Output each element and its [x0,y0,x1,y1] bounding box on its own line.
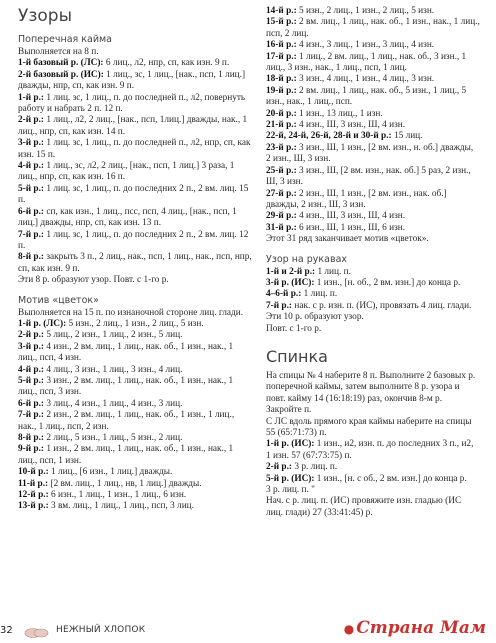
motif-row [18,501,254,512]
back-row [266,462,480,473]
back-outro: Нач. с р. лиц. п. (ИС) провяжите изн. гладью (ИС лиц. глади) 27 (33:41:45) р. [266,496,462,518]
border-row [18,115,254,138]
border-row-text: 6 лиц., л2, нпр, сп, как изн. 9 п. [103,58,230,69]
motif-row-label: 21-й р.: [266,120,297,131]
motif-row-label: 5-й р.: [18,375,45,386]
sleeve-row-text: 1 лиц. п. [301,289,338,300]
magazine-name: НЕЖНЫЙ ХЛОПОК [56,625,146,635]
motif-row [18,467,254,478]
motif-row [266,189,480,212]
watermark-dot-icon: ● [343,622,355,636]
motif-row-label: 31-й р.: [266,222,297,233]
motif-row-text: [2 вм. лиц., 1 лиц., нв, 1 лиц.] дважды. [48,478,202,489]
border-row [18,252,254,275]
motif-row-label: 11-й р.: [18,478,49,489]
motif-row-text: 3 изн., Ш, [2 вм. изн., нак. об.] 5 раз, 2 изн., Ш, 3 изн. [266,165,471,188]
back-rows [266,439,480,496]
sleeve-row [266,289,480,300]
motif-row-text: 3 изн., 2 вм. лиц., 1 лиц., нак. об., 1 изн., нак., 1 лиц., псп, 3 изн. [18,375,234,398]
border-row-label: 1-й базовый р. (ЛС): [18,58,104,69]
motif-row [18,410,254,433]
motif-row-label: 22-й, 24-й, 26-й, 28-й и 30-й р.: [266,131,392,142]
motif-row [18,376,254,399]
motif-row-label: 12-й р.: [18,490,49,501]
motif-row-label: 4-й р.: [18,364,45,375]
border-row [18,70,254,93]
border-row [18,93,254,116]
border-row-label: 8-й р.: [18,252,45,263]
motif-row [266,109,480,120]
border-row [18,230,254,253]
motif-row-label: 15-й р.: [266,17,297,28]
border-row-label: 3-й р.: [18,138,45,149]
motif-rows-continued [266,6,480,234]
motif-row-text: 1 изн., 13 лиц., 1 изн. [296,108,383,119]
motif-row-text: 4 изн., 2 вм. лиц., 1 лиц., нак. об., 1 изн., нак., 1 лиц., псп, 4 изн. [18,341,234,364]
motif-row-text: 2 вм. лиц., 1 лиц., нак. об., 5 изн., 1 лиц., 5 изн., нак., 1 лиц., псп. [266,85,467,108]
motif-row-label: 3-й р.: [18,341,45,352]
motif-row [266,74,480,85]
border-pattern-title: Поперечная кайма [18,34,112,45]
back-row [266,485,480,496]
motif-row [18,479,254,490]
back-row-label: 2-й р.: [266,462,293,473]
motif-row [18,490,254,501]
motif-row-label: 29-й р.: [266,211,297,222]
back-row-label: 1-й р. (ИС): [266,439,315,450]
border-row-text: закрыть 3 п., 2 лиц., нак., псп, 1 лиц., нак., псп, нпр, сп, как изн. 9 п. [18,252,252,274]
sleeve-row-label: 4–6-й р.: [266,289,302,300]
border-row-label: 6-й р.: [18,206,45,217]
back-row-label: 5-й р. (ИС): [266,473,315,484]
border-row-text: 1 лиц. зс, 1 лиц., п. до последней п., л2, повернуть работу и набрать 2 п. 12 п. [18,92,246,115]
motif-row [18,444,254,467]
motif-row-label: 8-й р.: [18,433,45,443]
motif-row-label: 13-й р.: [18,501,49,512]
motif-row-label: 6-й р.: [18,398,45,409]
border-row [18,207,254,230]
motif-row [266,17,480,40]
motif-intro: Выполняется на 15 п. по изнаночной стороне лиц. глади. [18,307,244,318]
motif-row [18,399,254,410]
motif-row-text: 5 изн., 2 лиц., 1 изн., 2 лиц., 5 изн. [66,318,204,329]
motif-row [266,223,480,234]
motif-row [266,86,480,109]
sleeve-row-text: 1 лиц. п. [315,266,351,277]
motif-row-label: 9-й р.: [18,444,45,455]
motif-row [18,319,254,330]
border-row-text: 1 лиц., зс, 1 лиц., [нак., псп, 1 лиц.] дважды, нпр, сп, как изн. 9 п. [18,69,246,92]
motif-row [266,166,480,189]
border-row-text: 1 лиц., зс, л2, 2 лиц., [нак., псп, 1 лиц.] 3 раза, 1 лиц., нпр, сп, как изн. 16 п. [18,161,235,183]
motif-row-label: 16-й р.: [266,40,297,51]
border-row-label: 2-й р.: [18,115,45,126]
border-row-text: 1 лиц., л2, 2 лиц., [нак., псп, 1лиц.] дважды, нак., 1 лиц., нпр, сп, как изн. 14 п. [18,115,248,137]
watermark-text: Страна Мам [356,618,486,638]
back-row-text: 3 р. лиц. п. " [266,485,315,496]
motif-row-text: 3 лиц., 4 изн., 1 лиц., 4 изн., 3 лиц. [44,398,183,409]
motif-row-label: 2-й р.: [18,330,45,341]
motif-row [266,211,480,222]
motif-outro: Этот 31 ряд заканчивает мотив «цветок». [266,234,429,245]
motif-row-text: 1 изн., 2 вм. лиц., 1 лиц., нак. об., 1 изн., нак., 1 лиц., псп, 1 изн. [18,444,234,466]
border-pattern-rows [18,58,254,275]
sleeve-row-label: 7-й р.: [266,300,293,311]
motif-row [18,342,254,365]
motif-row-text: 2 изн., Ш, 1 изн., [2 вм. изн., нак. об.] дважды, 2 изн., Ш, 3 изн. [266,188,447,210]
motif-row-text: 3 изн., 4 лиц., 1 изн., 4 лиц., 3 изн. [296,74,435,85]
motif-row-text: 1 лиц., [6 изн., 1 лиц.] дважды. [48,467,173,478]
motif-row-label: 17-й р.: [266,51,297,62]
sleeve-row [266,301,480,312]
motif-row [266,52,480,75]
motif-row-text: 5 лиц., 2 изн., 1 лиц., 2 изн., 5 лиц. [44,330,183,341]
back-row [266,439,480,462]
sleeve-row-label: 3-й р. (ИС): [266,277,315,288]
border-row-label: 4-й р.: [18,161,45,172]
motif-row-text: 2 вм. лиц., 1 лиц., нак. об., 1 изн., нак., 1 лиц., псп, 2 лиц. [266,17,480,39]
back-intro: На спицы № 4 наберите 8 п. Выполните 2 базовых р. поперечной каймы, затем выполните 8 р. узора и повт. кайму 14 (16:18:19) раз, окончив 8-м р. Закройте п. [266,370,476,416]
motif-row-label: 10-й р.: [18,467,49,478]
border-row [18,138,254,161]
motif-row-text: 6 изн., 1 лиц., 1 изн., 1 лиц., 6 изн. [48,490,187,501]
sleeve-outro-1: Эти 10 р. образуют узор. [266,312,364,323]
motif-row-text: 1 лиц., 2 вм. лиц., 1 лиц., нак. об., 3 изн., 1 лиц., 3 изн., нак., 1 лиц., псп, 1 лиц. [266,51,467,74]
border-row-label: 7-й р.: [18,229,45,240]
border-row-label: 1-й р.: [18,92,45,103]
back-row-text: 1 изн., и2, изн. п. до последних 3 п., и2, 1 изн. 57 (67:73:75) п. [266,439,474,461]
border-outro: Эти 8 р. образуют узор. Повт. с 1-го р. [18,275,169,286]
motif-row-text: 5 изн., 2 лиц., 1 изн., 2 лиц., 5 изн. [296,6,435,16]
border-row-text: 1 лиц. зс, 1 лиц., п. до последней п., л2, нпр, сп, как изн. 15 п. [18,138,251,160]
page-footer [0,618,496,640]
sleeve-row-text: нак. с р. изн. п. (ИС), провязать 4 лиц. глади. [292,300,472,311]
motif-row [266,131,480,142]
motif-row-text: 4 изн., 3 лиц., 1 изн., 3 лиц., 4 изн. [296,40,435,51]
page-title: Узоры [18,6,73,26]
border-row-text: 1 лиц. зс, 1 лиц., п. до последних 2 п., 2 вм. лиц. 15 п. [18,183,249,206]
motif-row-text: 4 лиц., 3 изн., 1 лиц., 3 изн., 4 лиц. [44,364,183,375]
sleeve-row [266,267,480,278]
motif-row-label: 27-й р.: [266,188,297,199]
motif-row-text: 4 изн., Ш, 3 изн., Ш, 4 изн. [296,120,406,131]
sleeve-pattern-title: Узор на рукавах [266,253,348,265]
motif-row-label: 14-й р.: [266,6,297,16]
border-row-label: 2-й базовый р. (ИС): [18,69,104,80]
motif-row-text: 4 изн., Ш, 3 изн., Ш, 4 изн. [296,211,406,222]
motif-row-text: 3 изн., Ш, 1 изн., [2 вм. изн., н. об.] дважды, 2 изн., Ш, 3 изн. [266,142,474,165]
motif-row-label: 19-й р.: [266,85,297,96]
sleeve-outro-2: Повт. с 1-го р. [266,323,322,334]
motif-row-label: 23-й р.: [266,142,297,153]
border-row [18,58,254,69]
back-row-text: 1 изн., [н. с об., 2 вм. изн.] до конца р. [314,473,467,484]
motif-row [18,433,254,444]
motif-row [266,120,480,131]
sleeve-row [266,278,480,289]
motif-row [266,143,480,166]
motif-row [18,330,254,341]
motif-row-text: 15 лиц. [391,131,423,142]
motif-row [266,40,480,51]
page-number: 32 [0,625,13,636]
motif-row [18,365,254,376]
right-column [266,6,480,519]
back-section-title: Спинка [266,346,328,366]
motif-row-label: 18-й р.: [266,74,297,85]
motif-row-label: 25-й р.: [266,165,297,176]
sleeve-pattern-rows [266,267,480,313]
border-row-text: сп, как изн., 1 лиц., псс, псп, 4 лиц., [нак., псп, 1 лиц.] дважды, нпр, сп, как изн. 13 п. [18,206,237,229]
border-row [18,184,254,207]
yarn-ball-icon [24,625,50,637]
motif-row-text: 2 лиц., 5 изн., 1 лиц., 5 изн., 2 лиц. [44,433,183,443]
motif-row-text: 2 изн., 2 вм. лиц., 1 лиц., нак. об., 1 изн., 1 лиц., нак., 1 лиц., псп, 2 изн. [18,410,235,432]
motif-row-label: 7-й р.: [18,410,45,421]
motif-row-text: 6 изн., Ш, 1 изн., Ш, 6 изн. [296,222,406,233]
site-watermark [344,618,486,638]
border-row-text: 1 лиц. зс, 1 лиц., п. до последних 2 п., 2 вм. лиц. 12 п. [18,229,249,251]
back-row-text: 3 р. лиц. п. [292,462,338,473]
motif-title: Мотив «цветок» [18,294,99,306]
back-row [266,474,480,485]
border-intro: Выполняется на 8 п. [18,47,99,57]
back-intro-2: С ЛС вдоль прямого края каймы наберите на спицы 55 (65:71:73) п. [266,416,472,438]
motif-row-label: 20-й р.: [266,108,297,119]
sleeve-row-text: 1 изн., [н. об., 2 вм. изн.] до конца р. [314,277,461,288]
motif-rows [18,319,254,513]
sleeve-row-label: 1-й и 2-й р.: [266,266,316,277]
border-row-label: 5-й р.: [18,183,45,194]
left-column [18,6,254,513]
motif-row-label: 1-й р. (ЛС): [18,318,67,329]
border-row [18,161,254,184]
motif-row [266,6,480,17]
motif-row-text: 3 вм. лиц., 1 лиц., 1 лиц., псп, 3 лиц. [48,501,194,512]
